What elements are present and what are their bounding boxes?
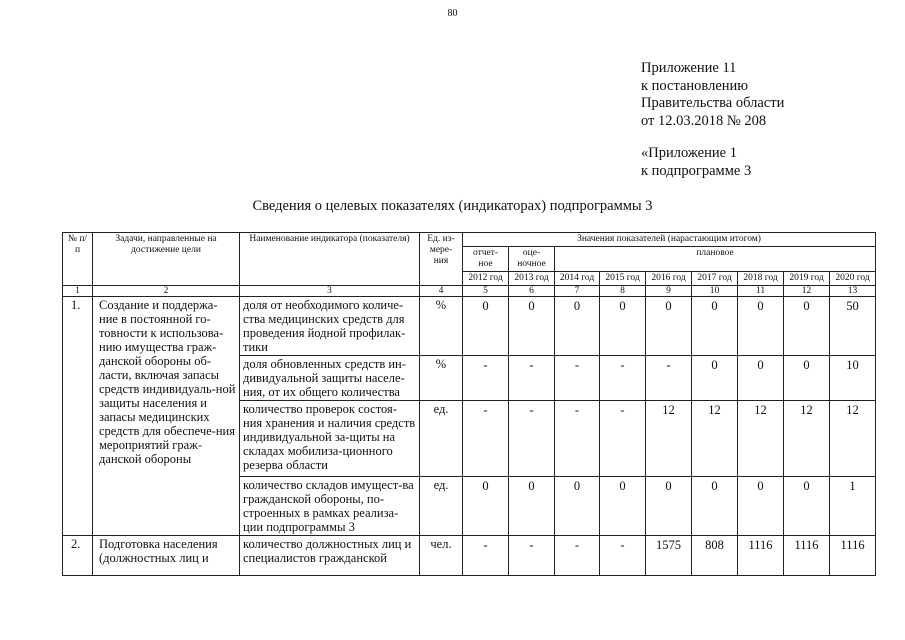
- value-cell: -: [463, 401, 509, 477]
- value-cell: 808: [692, 536, 738, 576]
- value-cell: 1116: [830, 536, 876, 576]
- value-cell: 0: [555, 297, 600, 356]
- unit-cell: %: [420, 297, 463, 356]
- task-cell: Создание и поддержа-ние в постоянной го-товности к использова-нию имущества граж-данской обороны об-ласти, включая запасы средств индивидуаль-ной защиты населения и запасы медицинских средств для обеспече-ния мероприятий граж-данской обороны: [93, 297, 240, 536]
- header-year: 2017 год: [692, 272, 738, 286]
- value-cell: 0: [784, 477, 830, 536]
- column-number: 5: [463, 286, 509, 297]
- value-cell: 0: [463, 297, 509, 356]
- column-number: 6: [509, 286, 555, 297]
- value-cell: 12: [692, 401, 738, 477]
- header-year: 2020 год: [830, 272, 876, 286]
- value-cell: -: [463, 536, 509, 576]
- value-cell: 0: [646, 297, 692, 356]
- appendix-line: Приложение 11: [641, 60, 737, 76]
- value-cell: -: [646, 356, 692, 401]
- column-number: 13: [830, 286, 876, 297]
- document-title: Сведения о целевых показателях (индикаторах) подпрограммы 3: [252, 198, 653, 214]
- column-number: 12: [784, 286, 830, 297]
- indicator-cell: доля обновленных средств ин-дивидуальной защиты населе-ния, от их общего количества: [240, 356, 420, 401]
- indicator-cell: количество проверок состоя-ния хранения и наличия средств индивидуальной за-щиты на складах мобилиза-ционного резерва области: [240, 401, 420, 477]
- header-planned: плановое: [555, 247, 876, 272]
- indicator-cell: количество должностных лиц и специалистов гражданской: [240, 536, 420, 576]
- row-num: 2.: [63, 536, 93, 576]
- unit-cell: %: [420, 356, 463, 401]
- value-cell: -: [555, 356, 600, 401]
- row-num: 1.: [63, 297, 93, 536]
- value-cell: 0: [600, 477, 646, 536]
- indicator-cell: доля от необходимого количе-ства медицинских средств для проведения йодной профилак-тики: [240, 297, 420, 356]
- header-row: [63, 233, 876, 247]
- value-cell: 50: [830, 297, 876, 356]
- header-report: отчет-ное: [463, 247, 509, 272]
- appendix-block: [641, 60, 784, 180]
- indicator-cell: количество складов имущест-ва гражданской обороны, по-строенных в рамках реализа-ции подпрограммы 3: [240, 477, 420, 536]
- value-cell: 0: [692, 477, 738, 536]
- header-year: 2019 год: [784, 272, 830, 286]
- value-cell: -: [509, 536, 555, 576]
- value-cell: -: [600, 401, 646, 477]
- appendix-line: к постановлению: [641, 77, 749, 94]
- column-number: 1: [63, 286, 93, 297]
- value-cell: 10: [830, 356, 876, 401]
- value-cell: 12: [830, 401, 876, 477]
- value-cell: 1116: [784, 536, 830, 576]
- header-year: 2015 год: [600, 272, 646, 286]
- header-indicator: Наименование индикатора (показателя): [240, 233, 420, 286]
- value-cell: 0: [555, 477, 600, 536]
- header-year: 2018 год: [738, 272, 784, 286]
- value-cell: 12: [738, 401, 784, 477]
- unit-cell: ед.: [420, 401, 463, 477]
- table-row: [63, 536, 876, 576]
- value-cell: 0: [692, 297, 738, 356]
- value-cell: 0: [600, 297, 646, 356]
- value-cell: 0: [509, 297, 555, 356]
- appendix-line: Правительства области: [641, 95, 785, 111]
- header-unit: Ед. из-мере-ния: [420, 233, 463, 286]
- value-cell: 0: [784, 297, 830, 356]
- column-number: 4: [420, 286, 463, 297]
- column-number: 3: [240, 286, 420, 297]
- value-cell: -: [555, 536, 600, 576]
- appendix-line: от 12.03.2018 № 208: [641, 112, 767, 129]
- header-estimate: оце-ночное: [509, 247, 555, 272]
- appendix-line: «Приложение 1: [641, 145, 737, 161]
- value-cell: -: [509, 401, 555, 477]
- value-cell: 1575: [646, 536, 692, 576]
- value-cell: -: [600, 356, 646, 401]
- value-cell: -: [509, 356, 555, 401]
- column-number: 11: [738, 286, 784, 297]
- value-cell: 0: [509, 477, 555, 536]
- value-cell: 1116: [738, 536, 784, 576]
- unit-cell: ед.: [420, 477, 463, 536]
- header-year: 2016 год: [646, 272, 692, 286]
- header-tasks: Задачи, направленные на достижение цели: [93, 233, 240, 286]
- value-cell: 1: [830, 477, 876, 536]
- page-number: 80: [447, 8, 458, 19]
- column-number: 9: [646, 286, 692, 297]
- header-year: 2014 год: [555, 272, 600, 286]
- column-number: 10: [692, 286, 738, 297]
- header-values: Значения показателей (нарастающим итогом): [463, 233, 876, 247]
- table-row: [63, 297, 876, 356]
- value-cell: -: [555, 401, 600, 477]
- column-number: 7: [555, 286, 600, 297]
- value-cell: 12: [646, 401, 692, 477]
- value-cell: 0: [784, 356, 830, 401]
- value-cell: -: [463, 356, 509, 401]
- value-cell: 0: [738, 297, 784, 356]
- appendix-line: к подпрограмме 3: [641, 162, 752, 179]
- indicators-table: [62, 232, 876, 576]
- value-cell: 0: [738, 477, 784, 536]
- unit-cell: чел.: [420, 536, 463, 576]
- value-cell: 0: [463, 477, 509, 536]
- value-cell: 12: [784, 401, 830, 477]
- task-cell: Подготовка населения (должностных лиц и: [93, 536, 240, 576]
- value-cell: 0: [646, 477, 692, 536]
- value-cell: 0: [692, 356, 738, 401]
- column-numbers-row: [63, 286, 876, 297]
- value-cell: -: [600, 536, 646, 576]
- column-number: 2: [93, 286, 240, 297]
- header-year: 2013 год: [509, 272, 555, 286]
- column-number: 8: [600, 286, 646, 297]
- header-num: № п/п: [63, 233, 93, 286]
- value-cell: 0: [738, 356, 784, 401]
- header-year: 2012 год: [463, 272, 509, 286]
